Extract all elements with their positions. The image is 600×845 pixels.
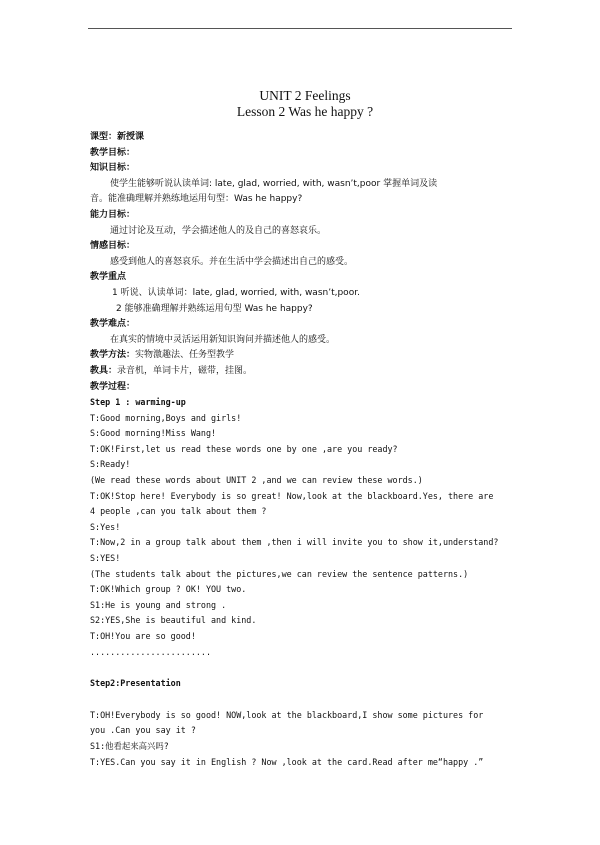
dialogue-line: S1:He is young and strong . — [90, 599, 227, 610]
dialogue-line: T:YES.Can you say it in English ? Now ,look at the card.Read after me“happy .” — [90, 756, 484, 767]
dialogue-line: T:OH!You are so good! — [90, 631, 196, 641]
dialogue-line: S:Good morning!Miss Wang! — [90, 428, 217, 439]
header-rule — [88, 28, 512, 29]
dialogue-line: S:Ready! — [90, 459, 131, 470]
dialogue-line: (The students talk about the pictures,we can review the sentence patterns.) — [90, 568, 469, 579]
document-body — [90, 88, 520, 770]
lesson-type: 课型：新授课 — [90, 132, 145, 142]
dialogue-line: S2:YES,She is beautiful and kind. — [90, 615, 257, 626]
teaching-tools-label: 教具： — [90, 365, 118, 376]
dialogue-line: T:OK!Which group ? OK! YOU two. — [90, 584, 247, 595]
teaching-tools-text: 录音机，单词卡片，磁带，挂图。 — [117, 365, 253, 376]
ability-goals-line1: 通过讨论及互动，学会描述他人的及自己的喜怒哀乐。 — [110, 225, 327, 236]
lesson-title: Lesson 2 Was he happy ? — [236, 104, 374, 119]
knowledge-goals-heading: 知识目标： — [90, 163, 136, 174]
key-points-line1: 1 听说、认读单词：late, glad, worried, with, wasn’t,poor. — [112, 287, 360, 298]
dialogue-line: 4 people ,can you talk about them ? — [90, 506, 267, 517]
emotion-goals-heading: 情感目标： — [90, 241, 136, 252]
teaching-process-heading: 教学过程： — [90, 381, 136, 392]
dialogue-line: S:Yes! — [90, 521, 121, 532]
knowledge-goals-line2: 音。能准确理解并熟练地运用句型：Was he happy? — [90, 194, 303, 205]
teaching-method — [90, 348, 520, 364]
dialogue-line: T:OK!First,let us read these words one by one ,are you ready? — [90, 443, 398, 454]
knowledge-goals-line1: 使学生能够听说认读单词: late, glad, worried, with, wasn’t,poor 掌握单词及读 — [110, 178, 438, 189]
key-points-line2: 2 能够准确理解并熟练运用句型 Was he happy? — [116, 303, 313, 314]
key-points-heading: 教学重点 — [90, 272, 127, 283]
dialogue-line: T:Good morning,Boys and girls! — [90, 412, 242, 423]
dialogue-line: (We read these words about UNIT 2 ,and we can review these words.) — [90, 475, 423, 486]
dialogue-line: T:OK!Stop here! Everybody is so great! Now,look at the blackboard.Yes, there are — [90, 490, 494, 501]
dialogue-line: you .Can you say it ? — [90, 725, 196, 736]
step1-heading: Step 1 : warming-up — [90, 397, 186, 408]
difficulty-line1: 在真实的情境中灵活运用新知识询问并描述他人的感受。 — [110, 334, 336, 345]
teaching-tools — [90, 364, 520, 380]
teaching-goals-heading: 教学目标： — [90, 147, 136, 158]
teaching-method-label: 教学方法： — [90, 350, 136, 361]
ability-goals-heading: 能力目标： — [90, 209, 136, 220]
teaching-method-text: 实物激趣法、任务型教学 — [135, 350, 235, 361]
difficulty-heading: 教学难点： — [90, 319, 136, 330]
emotion-goals-line1: 感受到他人的喜怒哀乐。并在生活中学会描述出自己的感受。 — [110, 256, 354, 267]
ellipsis-line: ........................ — [90, 646, 212, 657]
dialogue-line: S:YES! — [90, 553, 121, 564]
dialogue-line: S1:他看起来高兴吗? — [90, 740, 169, 751]
step2-heading: Step2:Presentation — [90, 678, 181, 689]
unit-title: UNIT 2 Feelings — [259, 88, 351, 103]
dialogue-line: T:OH!Everybody is so good! NOW,look at the blackboard,I show some pictures for — [90, 709, 484, 720]
dialogue-line: T:Now,2 in a group talk about them ,then i will invite you to show it,understand? — [90, 537, 499, 548]
